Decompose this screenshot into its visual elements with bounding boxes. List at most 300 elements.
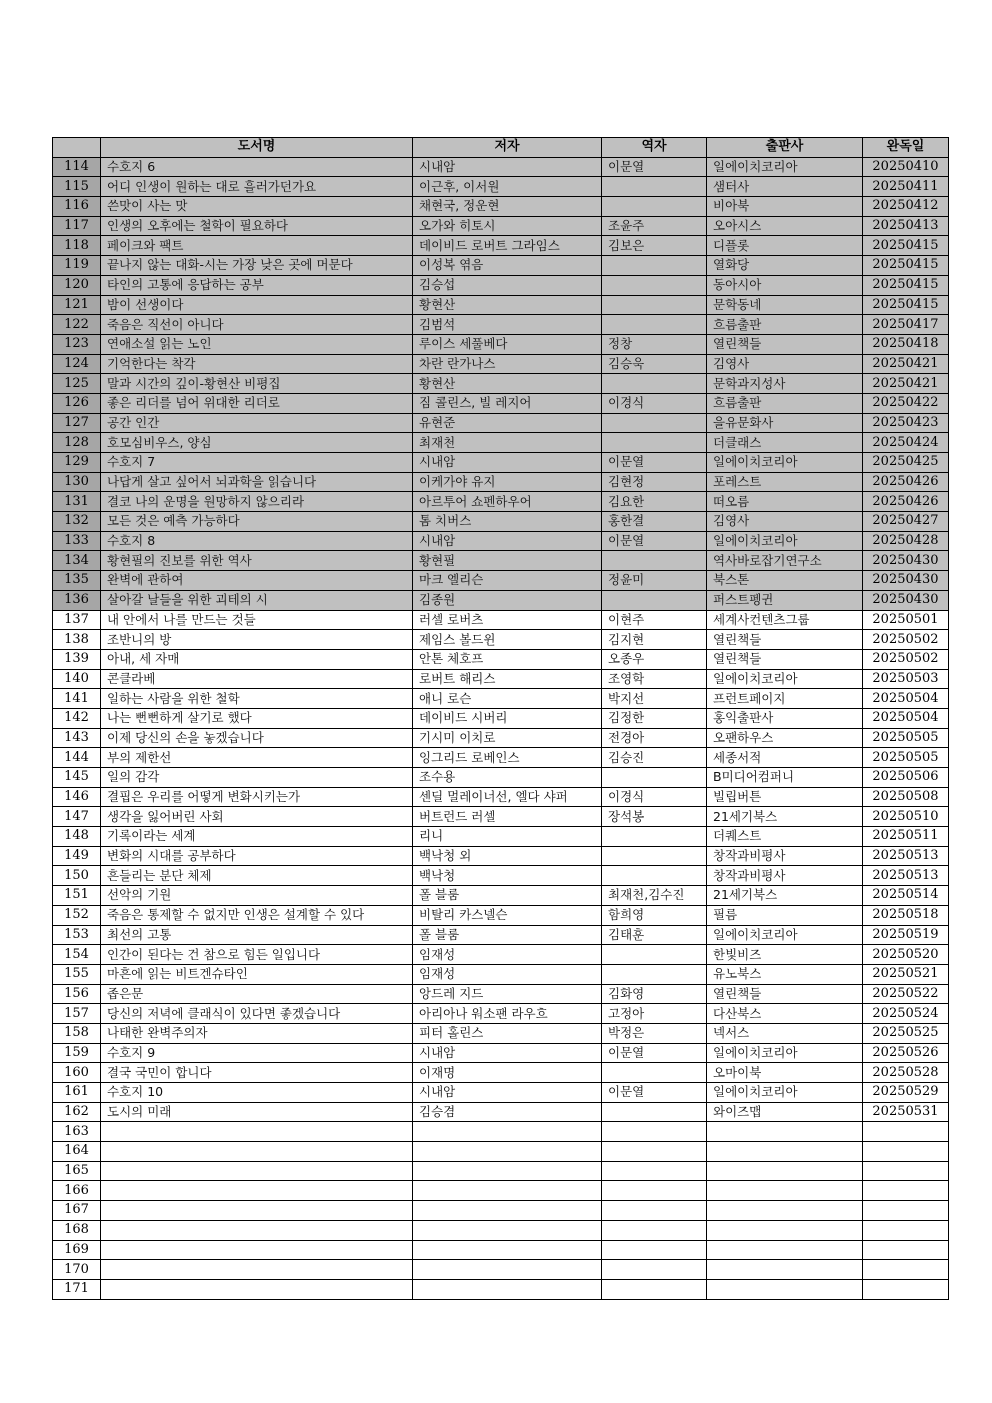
table-row <box>53 492 949 512</box>
completed-date-cell <box>863 1240 949 1260</box>
table-row <box>53 512 949 532</box>
translator-cell: 이문열 <box>602 1043 707 1063</box>
translator-cell: 김요한 <box>602 492 707 512</box>
publisher-cell: 흐름출판 <box>707 393 863 413</box>
publisher-cell: 오팬하우스 <box>707 728 863 748</box>
publisher-cell: 디플롯 <box>707 236 863 256</box>
row-number: 140 <box>53 669 101 689</box>
table-row <box>53 748 949 768</box>
publisher-cell <box>707 1161 863 1181</box>
publisher-cell <box>707 1181 863 1201</box>
publisher-cell: 문학동네 <box>707 295 863 315</box>
table-row <box>53 393 949 413</box>
book-title-cell: 인생의 오후에는 철학이 필요하다 <box>101 216 413 236</box>
table-row <box>53 610 949 630</box>
author-cell: 시내암 <box>413 1043 602 1063</box>
author-cell: 유현준 <box>413 413 602 433</box>
author-cell: 황현산 <box>413 374 602 394</box>
row-number: 146 <box>53 787 101 807</box>
author-cell: 앙드레 지드 <box>413 984 602 1004</box>
translator-cell: 김보은 <box>602 236 707 256</box>
publisher-cell: 열린책들 <box>707 334 863 354</box>
table-row <box>53 669 949 689</box>
row-number: 154 <box>53 945 101 965</box>
translator-cell: 정창 <box>602 334 707 354</box>
translator-cell: 김화영 <box>602 984 707 1004</box>
row-number: 139 <box>53 649 101 669</box>
translator-cell: 오종우 <box>602 649 707 669</box>
publisher-cell <box>707 1260 863 1280</box>
author-cell: 시내암 <box>413 453 602 473</box>
table-row <box>53 1161 949 1181</box>
row-number: 157 <box>53 1004 101 1024</box>
table-row <box>53 571 949 591</box>
publisher-cell: 창작과비평사 <box>707 846 863 866</box>
row-number: 123 <box>53 334 101 354</box>
author-cell <box>413 1279 602 1299</box>
publisher-cell: 21세기북스 <box>707 807 863 827</box>
table-row <box>53 925 949 945</box>
publisher-cell: 더클래스 <box>707 433 863 453</box>
author-cell: 제임스 볼드윈 <box>413 630 602 650</box>
completed-date-cell: 20250425 <box>863 453 949 473</box>
translator-cell: 김태훈 <box>602 925 707 945</box>
translator-cell: 조윤주 <box>602 216 707 236</box>
translator-cell: 박정은 <box>602 1023 707 1043</box>
author-cell: 김승겸 <box>413 1102 602 1122</box>
row-number: 130 <box>53 472 101 492</box>
publisher-cell: 세종서적 <box>707 748 863 768</box>
completed-date-cell: 20250518 <box>863 905 949 925</box>
table-row <box>53 1122 949 1142</box>
publisher-cell: 문학과지성사 <box>707 374 863 394</box>
publisher-cell: 오마이북 <box>707 1063 863 1083</box>
book-title-cell <box>101 1142 413 1162</box>
table-row <box>53 236 949 256</box>
book-title-cell: 죽음은 통제할 수 없지만 인생은 설계할 수 있다 <box>101 905 413 925</box>
row-number: 131 <box>53 492 101 512</box>
author-cell: 안톤 체호프 <box>413 649 602 669</box>
author-cell: 김승섭 <box>413 275 602 295</box>
author-cell <box>413 1220 602 1240</box>
table-row <box>53 827 949 847</box>
table-row <box>53 1083 949 1103</box>
header-author: 저자 <box>413 138 602 158</box>
author-cell: 이근후, 이서원 <box>413 177 602 197</box>
row-number: 116 <box>53 197 101 217</box>
author-cell <box>413 1142 602 1162</box>
completed-date-cell: 20250521 <box>863 964 949 984</box>
book-title-cell: 나답게 살고 싶어서 뇌과학을 읽습니다 <box>101 472 413 492</box>
author-cell <box>413 1122 602 1142</box>
book-title-cell <box>101 1260 413 1280</box>
completed-date-cell: 20250430 <box>863 571 949 591</box>
table-row <box>53 964 949 984</box>
completed-date-cell: 20250528 <box>863 1063 949 1083</box>
completed-date-cell: 20250418 <box>863 334 949 354</box>
publisher-cell: 흐름출판 <box>707 315 863 335</box>
completed-date-cell: 20250502 <box>863 649 949 669</box>
completed-date-cell: 20250531 <box>863 1102 949 1122</box>
table-row <box>53 886 949 906</box>
completed-date-cell: 20250426 <box>863 472 949 492</box>
table-row <box>53 984 949 1004</box>
translator-cell: 김지현 <box>602 630 707 650</box>
reading-log-table <box>52 137 949 1300</box>
table-row <box>53 728 949 748</box>
translator-cell: 김승욱 <box>602 354 707 374</box>
publisher-cell: 열린책들 <box>707 630 863 650</box>
header-number <box>53 138 101 158</box>
table-row <box>53 354 949 374</box>
book-title-cell: 끝나지 않는 대화-시는 가장 낮은 곳에 머문다 <box>101 256 413 276</box>
book-title-cell: 내 안에서 나를 만드는 것들 <box>101 610 413 630</box>
translator-cell <box>602 1122 707 1142</box>
publisher-cell: 열화당 <box>707 256 863 276</box>
table-row <box>53 1063 949 1083</box>
translator-cell <box>602 964 707 984</box>
translator-cell <box>602 433 707 453</box>
book-title-cell: 수호지 9 <box>101 1043 413 1063</box>
publisher-cell <box>707 1201 863 1221</box>
author-cell: 아리아나 워소팬 라우흐 <box>413 1004 602 1024</box>
publisher-cell: 퍼스트펭귄 <box>707 590 863 610</box>
translator-cell <box>602 374 707 394</box>
translator-cell: 고정아 <box>602 1004 707 1024</box>
translator-cell: 박지선 <box>602 689 707 709</box>
completed-date-cell: 20250417 <box>863 315 949 335</box>
publisher-cell: 김영사 <box>707 354 863 374</box>
publisher-cell: 홍익출판사 <box>707 708 863 728</box>
completed-date-cell: 20250504 <box>863 708 949 728</box>
row-number: 124 <box>53 354 101 374</box>
book-title-cell: 나는 뻔뻔하게 살기로 했다 <box>101 708 413 728</box>
author-cell: 황현산 <box>413 295 602 315</box>
row-number: 127 <box>53 413 101 433</box>
completed-date-cell: 20250505 <box>863 748 949 768</box>
row-number: 115 <box>53 177 101 197</box>
table-row <box>53 433 949 453</box>
completed-date-cell: 20250510 <box>863 807 949 827</box>
completed-date-cell <box>863 1161 949 1181</box>
table-body <box>53 157 949 1299</box>
publisher-cell: 을유문화사 <box>707 413 863 433</box>
translator-cell <box>602 1102 707 1122</box>
row-number: 167 <box>53 1201 101 1221</box>
translator-cell <box>602 1260 707 1280</box>
row-number: 132 <box>53 512 101 532</box>
completed-date-cell: 20250413 <box>863 216 949 236</box>
book-title-cell: 선악의 기원 <box>101 886 413 906</box>
header-row <box>53 138 949 158</box>
table-row <box>53 453 949 473</box>
author-cell: 시내암 <box>413 1083 602 1103</box>
table-row <box>53 945 949 965</box>
book-title-cell: 이제 당신의 손을 놓겠습니다 <box>101 728 413 748</box>
row-number: 160 <box>53 1063 101 1083</box>
row-number: 137 <box>53 610 101 630</box>
book-title-cell: 당신의 저녁에 클래식이 있다면 좋겠습니다 <box>101 1004 413 1024</box>
publisher-cell: B미디어컴퍼니 <box>707 768 863 788</box>
table-row <box>53 315 949 335</box>
book-title-cell: 일의 감각 <box>101 768 413 788</box>
completed-date-cell: 20250428 <box>863 531 949 551</box>
publisher-cell: 동아시아 <box>707 275 863 295</box>
publisher-cell: 샘터사 <box>707 177 863 197</box>
header-completed-date: 완독일 <box>863 138 949 158</box>
translator-cell <box>602 1279 707 1299</box>
publisher-cell: 열린책들 <box>707 649 863 669</box>
publisher-cell: 더퀘스트 <box>707 827 863 847</box>
translator-cell <box>602 1220 707 1240</box>
translator-cell <box>602 1161 707 1181</box>
publisher-cell: 창작과비평사 <box>707 866 863 886</box>
table-row <box>53 630 949 650</box>
book-title-cell: 연애소설 읽는 노인 <box>101 334 413 354</box>
row-number: 141 <box>53 689 101 709</box>
table-row <box>53 1279 949 1299</box>
book-title-cell: 아내, 세 자매 <box>101 649 413 669</box>
completed-date-cell: 20250522 <box>863 984 949 1004</box>
row-number: 164 <box>53 1142 101 1162</box>
book-title-cell: 살아갈 날들을 위한 괴테의 시 <box>101 590 413 610</box>
book-title-cell: 밤이 선생이다 <box>101 295 413 315</box>
table-row <box>53 1260 949 1280</box>
completed-date-cell: 20250411 <box>863 177 949 197</box>
author-cell: 오가와 히토시 <box>413 216 602 236</box>
book-title-cell: 콘클라베 <box>101 669 413 689</box>
table-row <box>53 197 949 217</box>
author-cell: 버트런드 러셀 <box>413 807 602 827</box>
completed-date-cell <box>863 1201 949 1221</box>
row-number: 161 <box>53 1083 101 1103</box>
book-title-cell: 좁은문 <box>101 984 413 1004</box>
completed-date-cell: 20250505 <box>863 728 949 748</box>
translator-cell <box>602 275 707 295</box>
publisher-cell: 일에이치코리아 <box>707 1083 863 1103</box>
author-cell: 피터 홀린스 <box>413 1023 602 1043</box>
book-title-cell: 기록이라는 세계 <box>101 827 413 847</box>
table-row <box>53 1220 949 1240</box>
completed-date-cell <box>863 1181 949 1201</box>
author-cell <box>413 1161 602 1181</box>
book-title-cell: 기억한다는 착각 <box>101 354 413 374</box>
completed-date-cell: 20250513 <box>863 866 949 886</box>
row-number: 134 <box>53 551 101 571</box>
completed-date-cell: 20250421 <box>863 374 949 394</box>
book-title-cell <box>101 1161 413 1181</box>
publisher-cell: 비아북 <box>707 197 863 217</box>
author-cell: 이케가야 유지 <box>413 472 602 492</box>
row-number: 166 <box>53 1181 101 1201</box>
author-cell: 애니 로슨 <box>413 689 602 709</box>
translator-cell: 장석봉 <box>602 807 707 827</box>
table-row <box>53 374 949 394</box>
completed-date-cell: 20250519 <box>863 925 949 945</box>
header-translator: 역자 <box>602 138 707 158</box>
book-title-cell <box>101 1240 413 1260</box>
row-number: 133 <box>53 531 101 551</box>
row-number: 117 <box>53 216 101 236</box>
table-row <box>53 1181 949 1201</box>
author-cell: 데이비드 시버리 <box>413 708 602 728</box>
table-row <box>53 413 949 433</box>
publisher-cell: 한빛비즈 <box>707 945 863 965</box>
translator-cell: 김현정 <box>602 472 707 492</box>
publisher-cell: 넥서스 <box>707 1023 863 1043</box>
publisher-cell: 열린책들 <box>707 984 863 1004</box>
book-title-cell: 말과 시간의 깊이-황현산 비평집 <box>101 374 413 394</box>
row-number: 162 <box>53 1102 101 1122</box>
header-publisher: 출판사 <box>707 138 863 158</box>
table-row <box>53 846 949 866</box>
publisher-cell <box>707 1122 863 1142</box>
author-cell: 비탈리 카스넬슨 <box>413 905 602 925</box>
translator-cell <box>602 945 707 965</box>
book-title-cell: 죽음은 직선이 아니다 <box>101 315 413 335</box>
book-title-cell: 수호지 7 <box>101 453 413 473</box>
author-cell: 센딜 멀레이너선, 엘다 샤퍼 <box>413 787 602 807</box>
row-number: 138 <box>53 630 101 650</box>
table-row <box>53 866 949 886</box>
author-cell: 김종원 <box>413 590 602 610</box>
translator-cell <box>602 256 707 276</box>
book-title-cell: 일하는 사람을 위한 철학 <box>101 689 413 709</box>
row-number: 136 <box>53 590 101 610</box>
row-number: 165 <box>53 1161 101 1181</box>
author-cell <box>413 1201 602 1221</box>
table-row <box>53 275 949 295</box>
author-cell: 폴 블룸 <box>413 925 602 945</box>
row-number: 143 <box>53 728 101 748</box>
publisher-cell <box>707 1279 863 1299</box>
translator-cell: 홍한결 <box>602 512 707 532</box>
book-title-cell <box>101 1220 413 1240</box>
publisher-cell: 포레스트 <box>707 472 863 492</box>
row-number: 155 <box>53 964 101 984</box>
author-cell: 톰 치버스 <box>413 512 602 532</box>
book-title-cell: 결국 국민이 합니다 <box>101 1063 413 1083</box>
completed-date-cell: 20250422 <box>863 393 949 413</box>
row-number: 148 <box>53 827 101 847</box>
completed-date-cell: 20250430 <box>863 590 949 610</box>
book-title-cell: 흔들리는 분단 체제 <box>101 866 413 886</box>
author-cell: 잉그리드 로베인스 <box>413 748 602 768</box>
table-row <box>53 295 949 315</box>
translator-cell <box>602 590 707 610</box>
author-cell: 루이스 세풀베다 <box>413 334 602 354</box>
completed-date-cell: 20250501 <box>863 610 949 630</box>
table-row <box>53 787 949 807</box>
author-cell: 리니 <box>413 827 602 847</box>
publisher-cell: 일에이치코리아 <box>707 925 863 945</box>
translator-cell <box>602 551 707 571</box>
row-number: 129 <box>53 453 101 473</box>
author-cell: 조수용 <box>413 768 602 788</box>
row-number: 142 <box>53 708 101 728</box>
author-cell: 이성복 엮음 <box>413 256 602 276</box>
completed-date-cell <box>863 1142 949 1162</box>
table-row <box>53 531 949 551</box>
table-row <box>53 1004 949 1024</box>
book-title-cell: 모든 것은 예측 가능하다 <box>101 512 413 532</box>
book-title-cell <box>101 1181 413 1201</box>
table-row <box>53 708 949 728</box>
translator-cell: 이경식 <box>602 787 707 807</box>
translator-cell: 김승진 <box>602 748 707 768</box>
completed-date-cell: 20250410 <box>863 157 949 177</box>
translator-cell <box>602 315 707 335</box>
author-cell: 시내암 <box>413 157 602 177</box>
table-row <box>53 1201 949 1221</box>
author-cell: 기시미 이치로 <box>413 728 602 748</box>
row-number: 170 <box>53 1260 101 1280</box>
book-title-cell: 결핍은 우리를 어떻게 변화시키는가 <box>101 787 413 807</box>
completed-date-cell: 20250421 <box>863 354 949 374</box>
translator-cell: 함희영 <box>602 905 707 925</box>
completed-date-cell: 20250513 <box>863 846 949 866</box>
translator-cell: 이문열 <box>602 157 707 177</box>
author-cell: 차란 란가나스 <box>413 354 602 374</box>
publisher-cell: 일에이치코리아 <box>707 531 863 551</box>
book-title-cell: 호모심비우스, 양심 <box>101 433 413 453</box>
table-row <box>53 1043 949 1063</box>
book-title-cell: 수호지 10 <box>101 1083 413 1103</box>
translator-cell <box>602 827 707 847</box>
row-number: 171 <box>53 1279 101 1299</box>
translator-cell <box>602 768 707 788</box>
completed-date-cell: 20250524 <box>863 1004 949 1024</box>
author-cell: 최재천 <box>413 433 602 453</box>
translator-cell: 전경아 <box>602 728 707 748</box>
table-row <box>53 590 949 610</box>
translator-cell: 이문열 <box>602 453 707 473</box>
row-number: 125 <box>53 374 101 394</box>
publisher-cell: 일에이치코리아 <box>707 157 863 177</box>
completed-date-cell: 20250503 <box>863 669 949 689</box>
translator-cell: 조영학 <box>602 669 707 689</box>
translator-cell <box>602 413 707 433</box>
book-title-cell: 공간 인간 <box>101 413 413 433</box>
row-number: 158 <box>53 1023 101 1043</box>
book-title-cell: 나태한 완벽주의자 <box>101 1023 413 1043</box>
publisher-cell: 다산북스 <box>707 1004 863 1024</box>
publisher-cell: 필름 <box>707 905 863 925</box>
row-number: 114 <box>53 157 101 177</box>
author-cell: 시내암 <box>413 531 602 551</box>
table-row <box>53 768 949 788</box>
completed-date-cell: 20250415 <box>863 275 949 295</box>
row-number: 147 <box>53 807 101 827</box>
publisher-cell: 일에이치코리아 <box>707 453 863 473</box>
book-title-cell <box>101 1201 413 1221</box>
row-number: 163 <box>53 1122 101 1142</box>
row-number: 149 <box>53 846 101 866</box>
completed-date-cell: 20250424 <box>863 433 949 453</box>
book-title-cell: 도시의 미래 <box>101 1102 413 1122</box>
completed-date-cell: 20250427 <box>863 512 949 532</box>
book-title-cell: 변화의 시대를 공부하다 <box>101 846 413 866</box>
book-title-cell: 페이크와 팩트 <box>101 236 413 256</box>
row-number: 120 <box>53 275 101 295</box>
translator-cell <box>602 1063 707 1083</box>
author-cell: 데이비드 로버트 그라임스 <box>413 236 602 256</box>
publisher-cell: 프런트페이지 <box>707 689 863 709</box>
table-row <box>53 1142 949 1162</box>
completed-date-cell: 20250415 <box>863 295 949 315</box>
translator-cell <box>602 846 707 866</box>
row-number: 153 <box>53 925 101 945</box>
